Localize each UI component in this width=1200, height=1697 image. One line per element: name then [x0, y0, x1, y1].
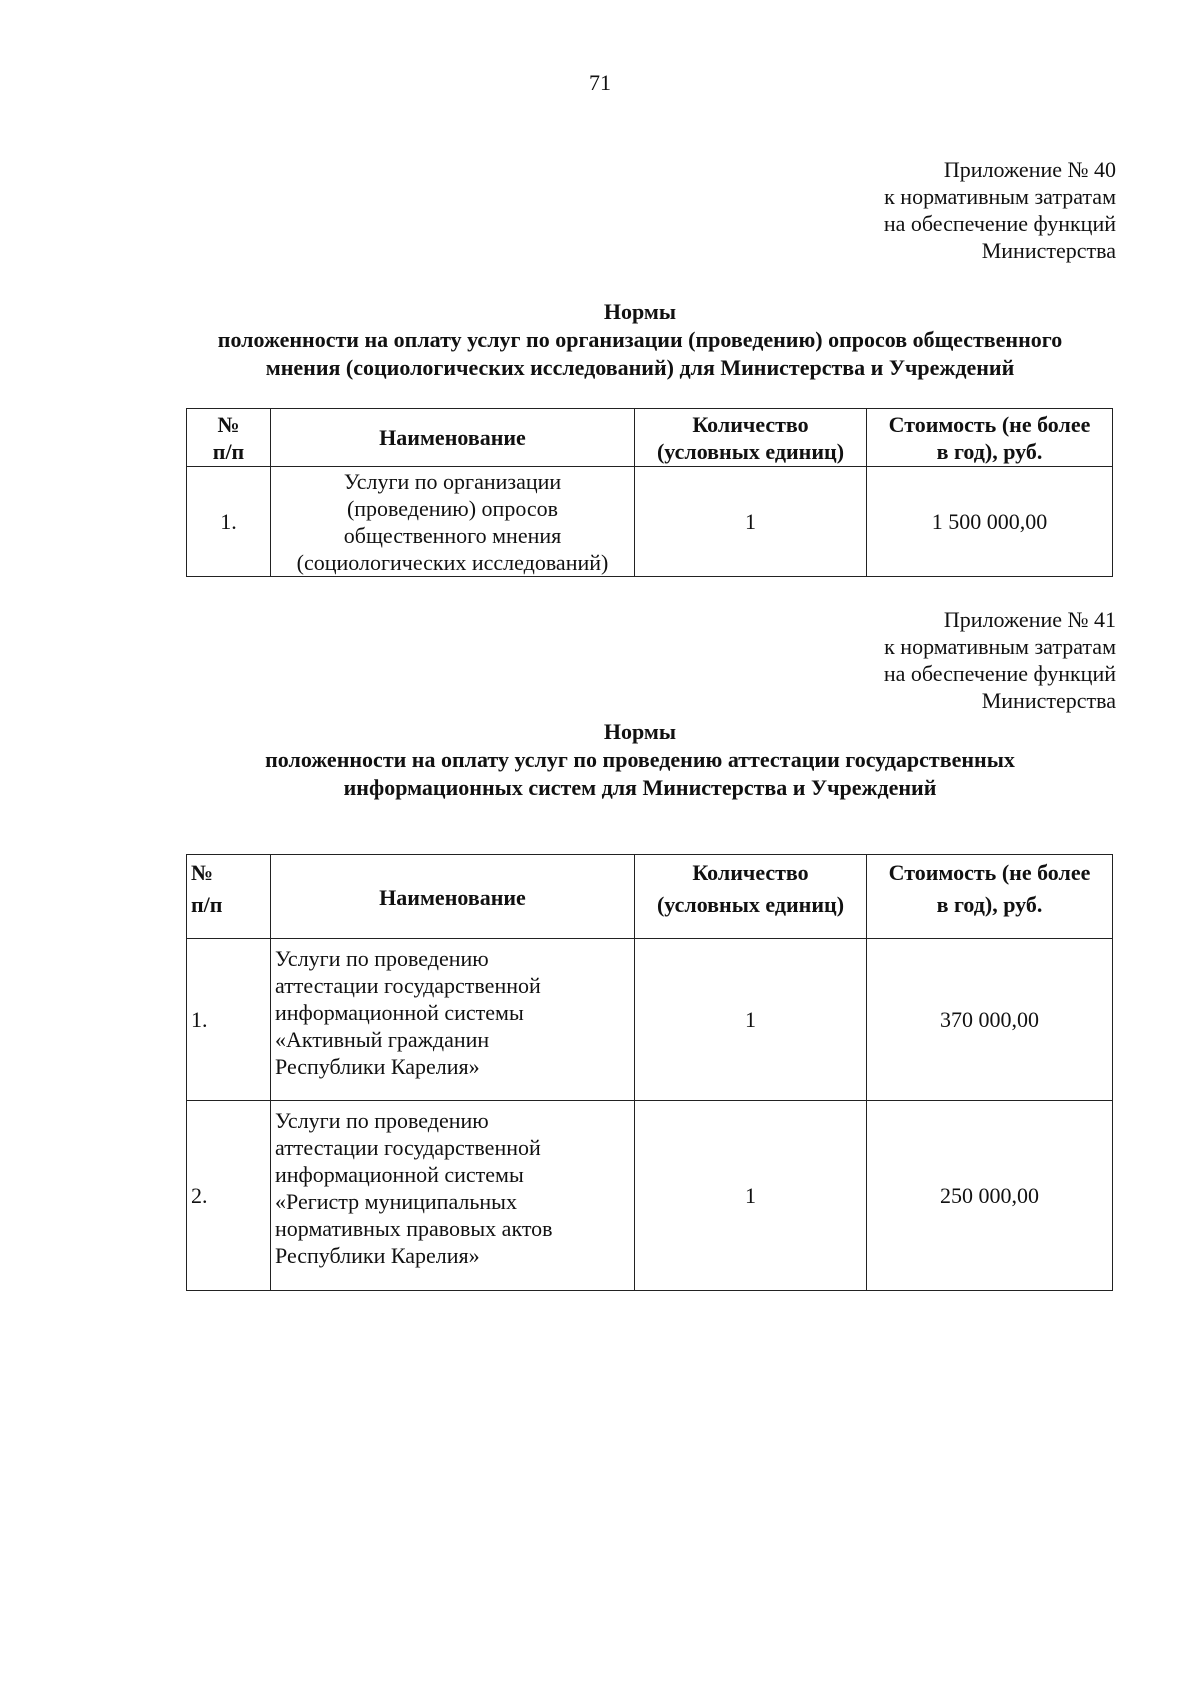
header-qty-line: (условных единиц): [656, 892, 845, 917]
section-2-heading: [160, 718, 1120, 802]
cell-name-line: аттестации государственной: [275, 1135, 541, 1160]
header-name: Наименование: [271, 409, 635, 467]
cell-num: 2.: [187, 1101, 271, 1291]
cell-qty: 1: [635, 1101, 867, 1291]
section-1-title: Нормы: [603, 299, 677, 324]
cell-name-line: «Регистр муниципальных: [275, 1189, 517, 1214]
cell-name-line: Услуги по проведению: [275, 946, 489, 971]
table-row: [187, 467, 1113, 577]
cell-name-line: информационной системы: [275, 1000, 524, 1025]
header-qty-line: Количество: [692, 411, 809, 437]
table-header-row: [187, 855, 1113, 939]
table-row: [187, 939, 1113, 1101]
header-cost: [867, 855, 1113, 939]
cell-name-line: (проведению) опросов: [346, 495, 559, 521]
cell-cost: 1 500 000,00: [867, 467, 1113, 577]
header-num: [187, 409, 271, 467]
cell-name-line: Услуги по проведению: [275, 1108, 489, 1133]
appendix-40-caption: [884, 156, 1116, 264]
table-header-row: [187, 409, 1113, 467]
section-1-heading: [160, 298, 1120, 382]
cell-name-line: аттестации государственной: [275, 973, 541, 998]
header-name: Наименование: [271, 855, 635, 939]
cell-num: 1.: [187, 939, 271, 1101]
header-qty-line: Количество: [692, 860, 809, 885]
header-cost-line: Стоимость (не более: [888, 860, 1091, 885]
cell-qty: 1: [635, 467, 867, 577]
section-2-subtitle-line: положенности на оплату услуг по проведению аттестации государственных: [265, 747, 1015, 772]
cell-name-line: общественного мнения: [343, 522, 562, 548]
header-cost-line: в год), руб.: [936, 438, 1043, 464]
cell-name-line: Республики Карелия»: [275, 1243, 480, 1268]
cell-name: [271, 1101, 635, 1291]
page-number: 71: [589, 70, 611, 95]
section-1-subtitle-line: положенности на оплату услуг по организации (проведению) опросов общественного: [217, 327, 1063, 352]
appendix-41-line: Приложение № 41: [943, 607, 1116, 632]
header-qty: [635, 409, 867, 467]
appendix-41-caption: [884, 606, 1116, 714]
section-1-subtitle-line: мнения (социологических исследований) для Министерства и Учреждений: [265, 355, 1015, 380]
header-num-line: п/п: [212, 438, 245, 464]
header-qty-line: (условных единиц): [656, 438, 845, 464]
header-cost: [867, 409, 1113, 467]
cell-name: [271, 939, 635, 1101]
cell-name: [271, 467, 635, 577]
header-num: [187, 855, 271, 939]
appendix-41-line: к нормативным затратам: [884, 634, 1116, 659]
header-num-line: п/п: [191, 892, 223, 917]
appendix-40-line: к нормативным затратам: [884, 184, 1116, 209]
header-cost-line: в год), руб.: [936, 892, 1043, 917]
header-num-line: №: [217, 411, 240, 437]
cell-cost: 250 000,00: [867, 1101, 1113, 1291]
header-qty: [635, 855, 867, 939]
appendix-40-line: на обеспечение функций: [883, 211, 1116, 236]
cell-name-line: (социологических исследований): [296, 549, 609, 575]
cell-name-line: информационной системы: [275, 1162, 524, 1187]
header-cost-line: Стоимость (не более: [888, 411, 1091, 437]
section-2-title: Нормы: [603, 719, 677, 744]
cell-qty: 1: [635, 939, 867, 1101]
appendix-41-line: Министерства: [981, 688, 1116, 713]
cell-name-line: Республики Карелия»: [275, 1054, 480, 1079]
cell-name-line: Услуги по организации: [343, 468, 562, 494]
cell-name-line: «Активный гражданин: [275, 1027, 490, 1052]
cell-num: 1.: [187, 467, 271, 577]
appendix-41-line: на обеспечение функций: [883, 661, 1116, 686]
header-num-line: №: [191, 860, 214, 885]
cell-name-line: нормативных правовых актов: [275, 1216, 553, 1241]
section-2-subtitle-line: информационных систем для Министерства и Учреждений: [343, 775, 937, 800]
appendix-40-line: Министерства: [981, 238, 1116, 263]
norms-table-1: [186, 408, 1113, 577]
norms-table-2: [186, 854, 1113, 1291]
cell-cost: 370 000,00: [867, 939, 1113, 1101]
appendix-40-line: Приложение № 40: [943, 157, 1116, 182]
table-row: [187, 1101, 1113, 1291]
